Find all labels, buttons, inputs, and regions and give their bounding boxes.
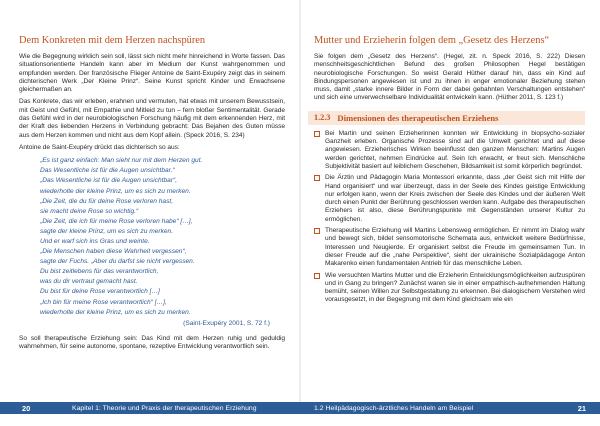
quote-line: wiederholte der kleine Prinz, um es sich zu merken. (40, 187, 191, 195)
page-number: 20 (22, 403, 31, 413)
list-item (314, 272, 585, 305)
section-running-title: 1.2 Heilpädagogisch-ärztliches Handeln am Beispiel (314, 404, 474, 412)
body-paragraph: Wie die Begegnung wirklich sein soll, lässt sich nicht mehr hinreichend in Worte fassen. Das situationsorientierte Handeln kann aber im Medium der Kunst wahrgenommen und empfunden werden. Der französische Flieger Antoine de Saint-Exupéry zeigt das in seinem dichterischen Werk „Der Kleine Prinz“. Seine Kunst spricht Kinder und Erwachsene gleichermaßen an. (19, 53, 285, 94)
quote-line: „Es ist ganz einfach: Man sieht nur mit dem Herzen gut. (40, 157, 203, 165)
quote-line: „Die Zeit, die ich für meine Rose verloren habe“ […], (40, 217, 193, 225)
right-page (300, 0, 600, 426)
quote-line: sie macht deine Rose so wichtig.“ (40, 207, 139, 215)
list-item-text: Bei Martin und seinen Erzieherinnen konnten wir Entwicklung in biopsycho-sozialer Ganzheit erleben. Organische Prozesse sind auf die Umwelt gerichtet und auf diese angewiesen. Erzieherisches Wirken beeinflusst den ganzen Menschen: Martins Augen werden gerichtet, nehmen Eindrücke auf. Sein Ich erwacht, er freut sich. Menschliche Subjektivität basiert auf leiblichem Geschehen, Bildsamkeit ist somit körperlich begründet. (325, 129, 585, 170)
quote-line: „Das Wesentliche ist für die Augen unsichtbar“, (40, 177, 178, 185)
page-number: 21 (577, 403, 586, 413)
checkbox-icon (314, 228, 320, 234)
list-item (314, 227, 585, 268)
quote-line: „Die Zeit, die du für deine Rose verloren hast, (40, 197, 174, 205)
checkbox-icon (314, 131, 320, 137)
right-page-footer (300, 402, 600, 414)
quote-line: sagte der kleine Prinz, um es sich zu merken. (40, 227, 174, 235)
list-item-text: Therapeutische Erziehung will Martins Lebensweg ermöglichen. Er nimmt im Dialog wahr und bewegt sich, bildet sensomotorische Schemata aus, entwickelt weitere Bedürfnisse, Interessen und Neugierde. Er organisiert selbst die Freude im gemeinsamen Tun. In dieser Freude auf die „nahe Perspektive“, sieht der ukrainische Sozialpädagoge Anton Makarenko einen fundamentalen Antrieb für das menschliche Leben. (325, 227, 585, 268)
chapter-running-title: Kapitel 1: Theorie und Praxis der therapeutischen Erziehung (72, 404, 257, 412)
left-page-heading: Dem Konkreten mit dem Herzen nachspüren (19, 35, 206, 46)
quote-line: „Ich bin für meine Rose verantwortlich“ […], (40, 298, 167, 306)
checkbox-icon (314, 273, 320, 279)
list-item (314, 130, 585, 171)
list-item-text: Die Ärztin und Pädagogin Maria Montessori erkannte, dass „der Geist sich mit Hilfe der Hand organisiert“ und war überzeugt, dass in der Seele des Kindes geistige Entwicklung nur erfolgen kann, wenn der Kreis zwischen der Seele des Kindes und der äußeren Welt durch einen Punkt der Berührung geschlossen werden kann. Aufgabe des therapeutischen Erziehers ist also, diese Berührungspunkte mit Gegenständen unserer Kultur zu ermöglichen. (325, 174, 585, 223)
quote-line: Du bist für deine Rose verantwortlich […] (40, 288, 160, 296)
list-item-text: Wie versuchten Martins Mutter und die Erzieherin Entwicklungsmöglichkeiten aufzuspüren und in Gang zu bringen? Zunächst waren sie in einer empathisch-aufnehmenden Haltung bemüht, seinen Willen zur Selbstgestaltung zu erkennen. Bei dialogischem Verstehen wird vorausgesetzt, in der Begegnung mit dem Kind gleichsam wie ein (325, 271, 585, 304)
checkbox-icon (314, 175, 320, 181)
quote-line: Das Wesentliche ist für die Augen unsichtbar.“ (40, 167, 175, 175)
closing-paragraph: So soll therapeutische Erziehung sein: Das Kind mit dem Herzen ruhig und geduldig wahrnehmen, für seine autonome, spontane, rezeptive Entwicklung verantwortlich sein. (19, 334, 285, 351)
left-page-footer (0, 402, 300, 414)
left-page-content (19, 34, 285, 355)
quote-citation: (Saint-Exupéry 2001, S. 72 f.) (183, 319, 270, 327)
body-paragraph: Das Konkrete, das wir erleben, erahnen und vermuten, hat etwas mit unserem Bewusstsein, mit Geist und Gefühl, mit Empathie und Mitleid zu tun – fern bloßer Sentimentalität. Gerade das Gefühl wird in der neurobiologischen Forschung häufig mit dem erkennenden Herz, mit der Kraft des liebenden Herzens in Verbindung gebracht: Das Bejahen des Guten müsse aus dem Herzen kommen und nicht aus dem Kopf allein. (Speck 2016, S. 234) (19, 98, 285, 139)
body-paragraph: Antoine de Saint-Exupéry drückt das dichterisch so aus: (19, 143, 180, 151)
quote-line: sagte der Fuchs. „Aber du darfst sie nicht vergessen. (40, 258, 195, 266)
quote-line: „Die Menschen haben diese Wahrheit vergessen“, (40, 248, 187, 256)
intro-paragraph: Sie folgen dem „Gesetz des Herzens“. (Hegel, zit. n. Speck 2016, S. 222) Diesen menschheitsgeschichtlichen Befund des großen Philosophen Hegel bestätigen neurobiologische Forschungen. So weist Gerald Hüther darauf hin, dass ein Kind auf Bindungspersonen angewiesen ist und zu ihnen in enger emotionaler Beziehung stehen muss, damit „starke innere Bilder in Form der dabei gebahnten Verschaltungen entstehen“ und sich eine unverwechselbare Individualität entwickeln kann. (Hüther 2011, S. 123 f.) (314, 53, 585, 102)
right-page-content (314, 34, 585, 308)
quote-line: Und er warf sich ins Gras und weinte. (40, 238, 150, 246)
quote-line: Du bist zeitlebens für das verantwortlich, (40, 268, 159, 276)
section-number: 1.2.3 (314, 113, 331, 123)
section-title: Dimensionen des therapeutischen Erziehens (337, 112, 499, 123)
list-item (314, 174, 585, 224)
right-page-heading: Mutter und Erzieherin folgen dem „Gesetz des Herzens“ (314, 35, 550, 46)
poem-quote (40, 156, 270, 329)
quote-line: wiederholte der kleine Prinz, um es sich zu merken. (40, 308, 191, 316)
quote-line: was du dir vertraut gemacht hast. (40, 278, 138, 286)
section-heading-band (308, 111, 585, 125)
